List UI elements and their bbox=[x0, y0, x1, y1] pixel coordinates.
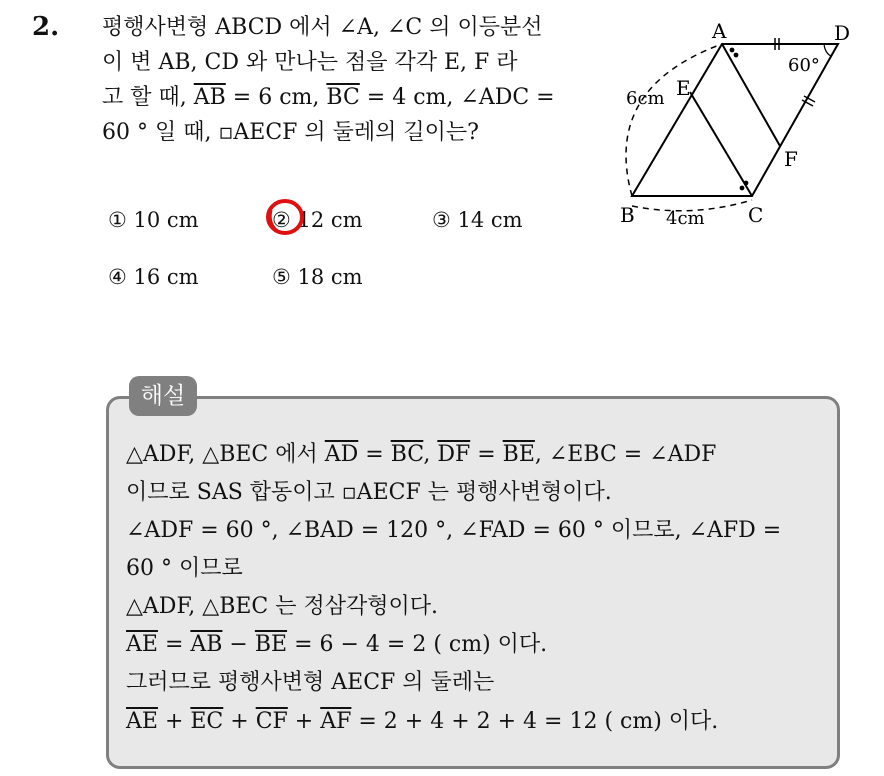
text-segment: , bbox=[423, 442, 438, 467]
question-line-4: 60 ° 일 때, ▫AECF 의 둘레의 길이는? bbox=[102, 120, 479, 145]
solution-line-2: 이므로 SAS 합동이고 ▫AECF 는 평행사변형이다. bbox=[126, 480, 612, 505]
choice-2[interactable]: ② 12 cm bbox=[272, 208, 363, 232]
label-f: F bbox=[784, 147, 798, 171]
text-segment: = 4 cm, ∠ADC = bbox=[359, 85, 555, 110]
angle-arc bbox=[824, 44, 831, 56]
label-a: A bbox=[712, 19, 727, 43]
solution-line-4: 60 ° 이므로 bbox=[126, 556, 243, 581]
segment-af bbox=[722, 44, 780, 146]
angle-dot bbox=[740, 186, 745, 191]
segment-ae: $\overline{AE}$ bbox=[126, 632, 158, 657]
segment-ae: $\overline{AE}$ bbox=[126, 709, 158, 734]
question-line-2: 이 변 AB, CD 와 만나는 점을 각각 E, F 라 bbox=[102, 50, 518, 75]
label-c: C bbox=[748, 203, 764, 227]
label-e: E bbox=[676, 76, 691, 100]
solution-line-3: ∠ADF = 60 °, ∠BAD = 120 °, ∠FAD = 60 ° 이므로, ∠AFD = bbox=[126, 518, 782, 543]
choice-5[interactable]: ⑤ 18 cm bbox=[272, 265, 363, 289]
segment-ab: $\overline{AB}$ bbox=[190, 632, 223, 657]
text-segment: = 6 cm, bbox=[225, 85, 327, 110]
text-segment: = bbox=[157, 632, 191, 657]
text-segment: + bbox=[287, 709, 321, 734]
text-segment: = bbox=[358, 442, 391, 467]
solution-line-5: △ADF, △BEC 는 정삼각형이다. bbox=[126, 594, 438, 619]
angle-dot bbox=[734, 53, 739, 58]
label-side-bc: 4cm bbox=[666, 208, 705, 229]
answer-circle-mark bbox=[264, 196, 306, 238]
segment-be: $\overline{BE}$ bbox=[254, 632, 288, 657]
choice-4[interactable]: ④ 16 cm bbox=[108, 265, 199, 289]
question-number: 2. bbox=[32, 12, 60, 42]
text-segment: + bbox=[157, 709, 191, 734]
solution-line-8 bbox=[126, 704, 718, 735]
segment-ad: $\overline{AD}$ bbox=[324, 442, 359, 467]
label-side-ab: 6cm bbox=[626, 88, 665, 109]
text-segment: 고 할 때, bbox=[102, 85, 194, 110]
choice-3[interactable]: ③ 14 cm bbox=[432, 208, 523, 232]
question-line-3 bbox=[102, 80, 594, 115]
label-d: D bbox=[834, 21, 851, 45]
segment-bc: $\overline{BC}$ bbox=[326, 85, 360, 110]
label-b: B bbox=[620, 203, 635, 227]
segment-bc: $\overline{BC}$ bbox=[390, 442, 424, 467]
solution-line-6 bbox=[126, 627, 547, 658]
solution-line-1 bbox=[126, 437, 716, 468]
label-angle-60: 60° bbox=[788, 55, 820, 76]
segment-df: $\overline{DF}$ bbox=[437, 442, 471, 467]
text-segment: − bbox=[222, 632, 255, 657]
segment-ec: $\overline{EC}$ bbox=[190, 709, 224, 734]
text-segment: = 6 − 4 = 2 ( cm) 이다. bbox=[287, 632, 548, 657]
angle-dot bbox=[744, 181, 749, 186]
segment-cf: $\overline{CF}$ bbox=[255, 709, 288, 734]
text-segment: + bbox=[223, 709, 256, 734]
text-segment: , ∠EBC = ∠ADF bbox=[534, 442, 717, 467]
question-line-1: 평행사변형 ABCD 에서 ∠A, ∠C 의 이등분선 bbox=[102, 15, 543, 40]
segment-ce bbox=[690, 92, 752, 196]
text-segment: △ADF, △BEC 에서 bbox=[126, 442, 325, 467]
choice-1[interactable]: ① 10 cm bbox=[108, 208, 199, 232]
solution-tab: 해설 bbox=[129, 376, 197, 416]
segment-ab: $\overline{AB}$ bbox=[193, 85, 226, 110]
text-segment: = 2 + 4 + 2 + 4 = 12 ( cm) 이다. bbox=[351, 709, 719, 734]
question-text bbox=[102, 10, 594, 150]
text-segment: = bbox=[470, 442, 503, 467]
parallelogram-diagram bbox=[612, 18, 852, 233]
angle-dot bbox=[730, 48, 735, 53]
solution-line-7: 그러므로 평행사변형 AECF 의 둘레는 bbox=[126, 670, 495, 695]
segment-af: $\overline{AF}$ bbox=[320, 709, 352, 734]
segment-be: $\overline{BE}$ bbox=[502, 442, 535, 467]
